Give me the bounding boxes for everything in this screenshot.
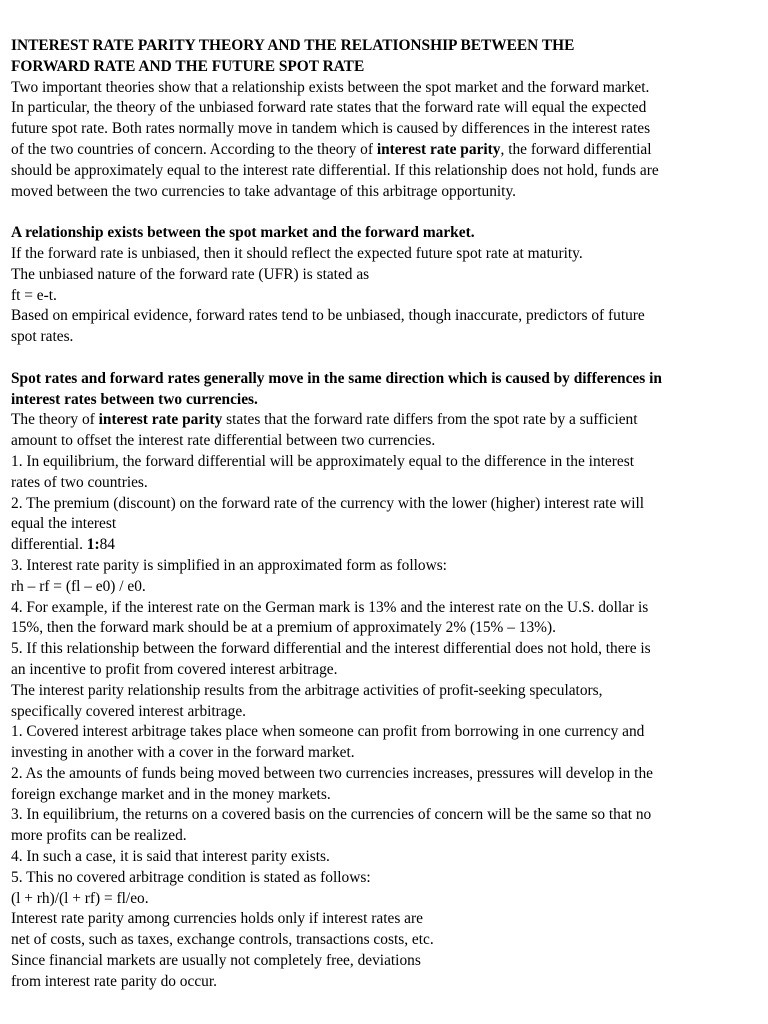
list-item: 3. Interest rate parity is simplified in an approximated form as follows: xyxy=(11,556,447,574)
text-span: , the forward differential xyxy=(500,140,652,158)
list-item xyxy=(11,535,758,556)
paragraph-gap xyxy=(11,202,758,223)
text-line: amount to offset the interest rate differential between two currencies. xyxy=(11,432,436,450)
bold-ref: 1: xyxy=(86,536,100,554)
formula-line: (l + rh)/(l + rf) = fl/eo. xyxy=(11,889,149,907)
text-line: The unbiased nature of the forward rate (UFR) is stated as xyxy=(11,265,370,283)
text-line xyxy=(11,140,758,161)
bold-term: interest rate parity xyxy=(98,411,223,429)
paragraph-gap xyxy=(11,348,758,369)
formula-line: rh – rf = (fl – e0) / e0. xyxy=(11,577,146,595)
document-title xyxy=(11,36,758,78)
list-item: 5. If this relationship between the forward differential and the interest differential does not hold, there is xyxy=(11,640,651,658)
text-line: moved between the two currencies to take advantage of this arbitrage opportunity. xyxy=(11,182,517,200)
text-span: 84 xyxy=(99,536,115,554)
text-line: Interest rate parity among currencies holds only if interest rates are xyxy=(11,910,423,928)
text-line: net of costs, such as taxes, exchange controls, transactions costs, etc. xyxy=(11,931,434,949)
section-spot-forward xyxy=(11,223,758,348)
text-line: If the forward rate is unbiased, then it should reflect the expected future spot rate at maturity. xyxy=(11,244,583,262)
title-line: FORWARD RATE AND THE FUTURE SPOT RATE xyxy=(11,57,365,75)
text-line: spot rates. xyxy=(11,328,74,346)
text-line: Based on empirical evidence, forward rates tend to be unbiased, though inaccurate, predictors of future xyxy=(11,307,645,325)
text-span: differential. xyxy=(11,536,87,554)
text-line: Two important theories show that a relationship exists between the spot market and the forward market. xyxy=(11,78,650,96)
list-item: 15%, then the forward mark should be at a premium of approximately 2% (15% – 13%). xyxy=(11,619,556,637)
text-span: states that the forward rate differs from the spot rate by a sufficient xyxy=(222,411,638,429)
text-line: Since financial markets are usually not completely free, deviations xyxy=(11,952,421,970)
text-line: future spot rate. Both rates normally move in tandem which is caused by differences in the interest rates xyxy=(11,120,651,138)
text-line: from interest rate parity do occur. xyxy=(11,972,217,990)
list-item: 2. As the amounts of funds being moved between two currencies increases, pressures will develop in the xyxy=(11,764,653,782)
text-line: In particular, the theory of the unbiased forward rate states that the forward rate will equal the expected xyxy=(11,99,647,117)
text-line xyxy=(11,410,758,431)
section-heading: A relationship exists between the spot market and the forward market. xyxy=(11,224,475,242)
list-item: 3. In equilibrium, the returns on a covered basis on the currencies of concern will be the same so that no xyxy=(11,806,652,824)
list-item: 5. This no covered arbitrage condition is stated as follows: xyxy=(11,868,371,886)
list-item: rates of two countries. xyxy=(11,473,148,491)
title-line: INTEREST RATE PARITY THEORY AND THE RELATIONSHIP BETWEEN THE xyxy=(11,37,575,54)
list-item: more profits can be realized. xyxy=(11,827,187,845)
list-item: 1. In equilibrium, the forward differential will be approximately equal to the difference in the interest xyxy=(11,452,634,470)
text-line: should be approximately equal to the interest rate differential. If this relationship does not hold, funds are xyxy=(11,161,659,179)
list-item: an incentive to profit from covered interest arbitrage. xyxy=(11,660,338,678)
list-item: equal the interest xyxy=(11,515,117,533)
list-item: 1. Covered interest arbitrage takes place when someone can profit from borrowing in one currency and xyxy=(11,723,645,741)
formula-line: ft = e-t. xyxy=(11,286,57,304)
list-item: foreign exchange market and in the money markets. xyxy=(11,785,331,803)
list-item: 4. For example, if the interest rate on the German mark is 13% and the interest rate on the U.S. dollar is xyxy=(11,598,649,616)
section-interest-parity xyxy=(11,369,758,993)
list-item: investing in another with a cover in the forward market. xyxy=(11,744,355,762)
text-line: The interest parity relationship results from the arbitrage activities of profit-seeking speculators, xyxy=(11,681,603,699)
list-item: 2. The premium (discount) on the forward rate of the currency with the lower (higher) interest rate will xyxy=(11,494,645,512)
text-span: of the two countries of concern. According to the theory of xyxy=(11,140,377,158)
list-item: 4. In such a case, it is said that interest parity exists. xyxy=(11,848,330,866)
text-span: The theory of xyxy=(11,411,99,429)
bold-term: interest rate parity xyxy=(376,140,501,158)
section-heading: interest rates between two currencies. xyxy=(11,390,258,408)
text-line: specifically covered interest arbitrage. xyxy=(11,702,247,720)
section-heading: Spot rates and forward rates generally move in the same direction which is caused by differences in xyxy=(11,369,662,387)
intro-paragraph xyxy=(11,78,758,203)
